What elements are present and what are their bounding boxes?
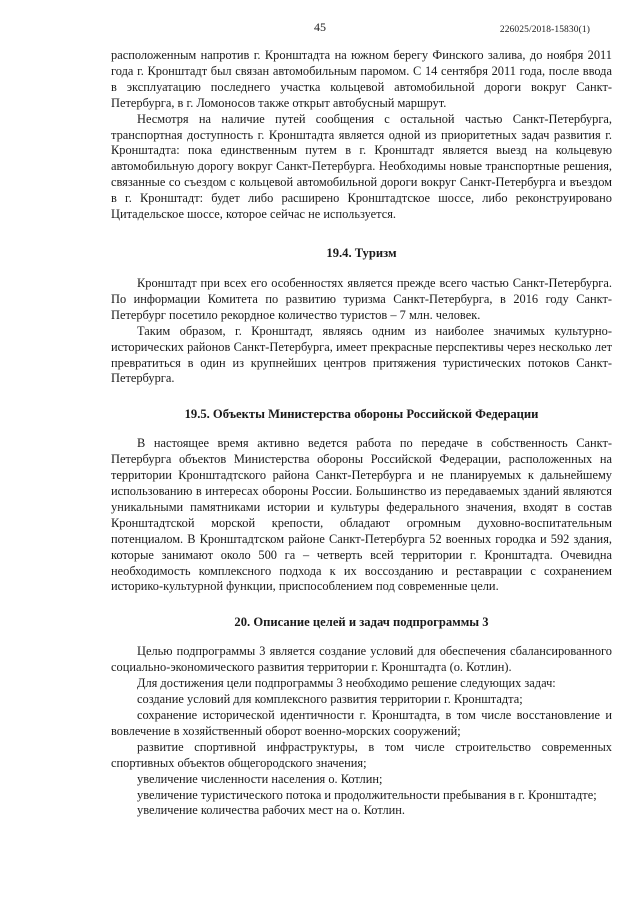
page-number: 45: [314, 20, 326, 34]
task-item: увеличение туристического потока и продолжительности пребывания в г. Кронштадте;: [137, 787, 597, 802]
paragraph-tourism-2: Таким образом, г. Кронштадт, являясь одним из наиболее значимых культурно-исторических районов Санкт-Петербурга, имеет прекрасные перспективы через несколько лет превратиться в один из крупнейших центров притяжения туристических потоков Санкт-Петербурга.: [111, 323, 612, 386]
task-item: увеличение численности населения о. Котлин;: [137, 771, 383, 786]
document-body: [111, 48, 612, 819]
document-id: 226025/2018-15830(1): [499, 25, 590, 35]
task-item: увеличение количества рабочих мест на о. Котлин.: [137, 803, 405, 818]
paragraph-defense-objects: В настоящее время активно ведется работа по передаче в собственность Санкт-Петербурга объектов Министерства обороны Российской Федерации, расположенных на территории Кронштадтского района Санкт-Петербурга и не планируемых к дальнейшему использованию в интересах обороны России. Большинство из передаваемых зданий являются уникальными памятниками истории и культуры федерального значения, входят в состав Кронштадтской морской крепости, обладают огромным духовно-воспитательным потенциалом. В Кронштадтском районе Санкт-Петербурга 52 военных городка и 592 здания, которые занимают около 500 га – четверть всей территории г. Кронштадта. Очевидна необходимость комплексного подхода к их воссозданию и реставрации с сохранением историко-культурной функции, приспособлением под современные цели.: [111, 436, 612, 594]
paragraph-tasks-intro: Для достижения цели подпрограммы 3 необходимо решение следующих задач:: [137, 676, 556, 691]
task-item: сохранение исторической идентичности г. Кронштадта, в том числе восстановление и вовлечение в хозяйственный оборот военно-морских сооружений;: [111, 708, 612, 738]
section-heading-goals: 20. Описание целей и задач подпрограммы 3: [234, 615, 489, 630]
paragraph-transport-accessibility: Несмотря на наличие путей сообщения с остальной частью Санкт-Петербурга, транспортная доступность г. Кронштадта является одной из приоритетных задач развития г. Кронштадта: пока единственным путем в г. Кронштадт является выезд на кольцевую автомобильную дорогу вокруг Санкт-Петербурга. Необходимы новые транспортные решения, связанные со съездом с кольцевой автомобильной дороги вокруг Санкт-Петербурга и въездом в г. Кронштадт: будет либо расширено Кронштадтское шоссе, либо реконструировано Цитадельское шоссе, которое сейчас не используется.: [111, 111, 612, 222]
task-item: создание условий для комплексного развития территории г. Кронштадта;: [137, 692, 523, 707]
section-heading-defense-objects: 19.5. Объекты Министерства обороны Российской Федерации: [184, 407, 539, 422]
paragraph-tourism-1: Кронштадт при всех его особенностях является прежде всего частью Санкт-Петербурга. По информации Комитета по развитию туризма Санкт-Петербурга, в 2016 году Санкт-Петербург посетило рекордное количество туристов – 7 млн. человек.: [111, 275, 612, 322]
paragraph-transport-continued: расположенным напротив г. Кронштадта на южном берегу Финского залива, до ноября 2011 года г. Кронштадт был связан автомобильным паромом. С 14 сентября 2011 года, после ввода в эксплуатацию последнего участка кольцевой автомобильной дороги вокруг Санкт-Петербурга, в г. Ломоносов также открыт автобусный маршрут.: [111, 48, 612, 110]
section-heading-tourism: 19.4. Туризм: [326, 245, 397, 260]
paragraph-goal: Целью подпрограммы 3 является создание условий для обеспечения сбалансированного социально-экономического развития территории г. Кронштадта (о. Котлин).: [111, 644, 612, 675]
task-item: развитие спортивной инфраструктуры, в том числе строительство современных спортивных объектов общегородского значения;: [111, 739, 612, 770]
